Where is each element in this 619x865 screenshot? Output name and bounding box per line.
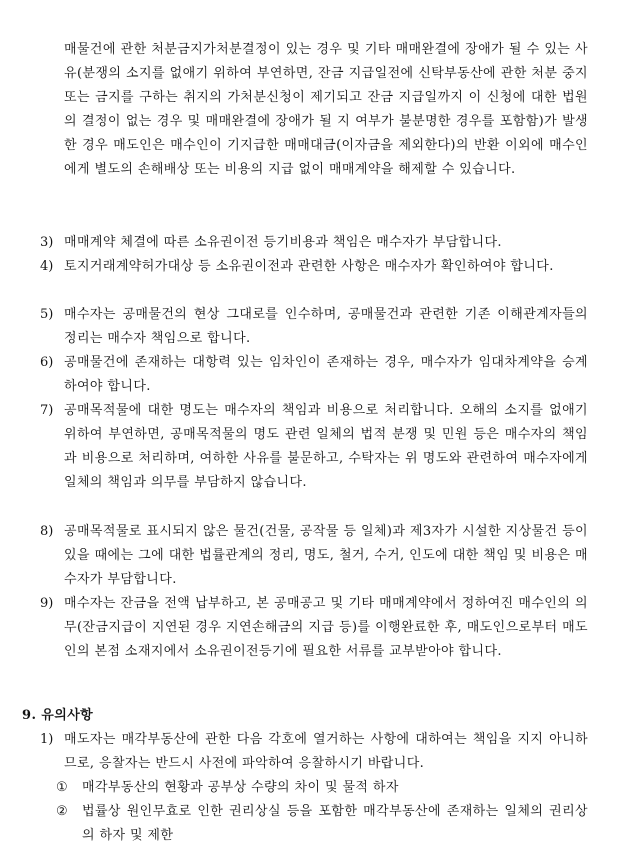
item-9-number: 9) bbox=[40, 596, 54, 611]
subitem-2-number: ② bbox=[56, 804, 68, 819]
item-8-text: 공매목적물로 표시되지 않은 물건(건물, 공작물 등 일체)과 제3자가 시설한 지상물건 등이 있을 때에는 그에 대한 법률관계의 정리, 명도, 철거, 수거, 인도에 대한 책임 및 비용은 매수자가 부담합니다. bbox=[64, 524, 588, 587]
subitem-1-text: 매각부동산의 현황과 공부상 수량의 차이 및 물적 하자 bbox=[82, 780, 399, 795]
subitem-2-text: 법률상 원인무효로 인한 권리상실 등을 포함한 매각부동산에 존재하는 일체의 권리상의 하자 및 제한 bbox=[82, 804, 588, 843]
item-6-text: 공매물건에 존재하는 대항력 있는 임차인이 존재하는 경우, 매수자가 임대차계약을 승계하여야 합니다. bbox=[64, 355, 588, 394]
item-5-text: 매수자는 공매물건의 현상 그대로를 인수하며, 공매물건과 관련한 기존 이해관계자들의 정리는 매수자 책임으로 합니다. bbox=[64, 307, 588, 346]
item-7-number: 7) bbox=[40, 403, 54, 418]
item-6-number: 6) bbox=[40, 355, 54, 370]
item-2-continued: 매물건에 관한 처분금지가처분결정이 있는 경우 및 기타 매매완결에 장애가 될 수 있는 사유(분쟁의 소지를 없애기 위하여 부연하면, 잔금 지급일전에 신탁부동산에 관한 처분 중지 또는 금지를 구하는 취지의 가처분신청이 제기되고 잔금 지급일까지 이 신청에 대한 법원의 결정이 없는 경우 및 매매완결에 장애가 될 지 여부가 불분명한 경우를 포함함)가 발생한 경우 매도인은 매수인이 기지급한 매매대금(이자금을 제외한다)의 반환 이외에 매수인에게 별도의 손해배상 또는 비용의 지급 없이 매매계약을 해제할 수 있습니다. bbox=[64, 42, 588, 177]
section-9-item-1-text: 매도자는 매각부동산에 관한 다음 각호에 열거하는 사항에 대하여는 책임을 지지 아니하므로, 응찰자는 반드시 사전에 파악하여 응찰하시기 바랍니다. bbox=[64, 732, 588, 771]
item-3-number: 3) bbox=[40, 235, 54, 250]
subitem-1-number: ① bbox=[56, 780, 68, 795]
item-5-number: 5) bbox=[40, 307, 54, 322]
item-8-number: 8) bbox=[40, 524, 54, 539]
item-4-text: 토지거래계약허가대상 등 소유권이전과 관련한 사항은 매수자가 확인하여야 합니다. bbox=[64, 259, 554, 274]
item-3-text: 매매계약 체결에 따른 소유권이전 등기비용과 책임은 매수자가 부담합니다. bbox=[64, 235, 502, 250]
item-7-text: 공매목적물에 대한 명도는 매수자의 책임과 비용으로 처리합니다. 오해의 소지를 없애기 위하여 부연하면, 공매목적물의 명도 관련 일체의 법적 분쟁 및 민원 등은 매수자의 책임과 비용으로 처리하며, 여하한 사유를 불문하고, 수탁자는 위 명도와 관련하여 매수자에게 일체의 책임과 의무를 부담하지 않습니다. bbox=[64, 403, 588, 490]
section-9-item-1-number: 1) bbox=[40, 732, 54, 747]
section-9-heading: 9. 유의사항 bbox=[22, 708, 94, 723]
item-4-number: 4) bbox=[40, 259, 54, 274]
item-9-text: 매수자는 잔금을 전액 납부하고, 본 공매공고 및 기타 매매계약에서 정하여진 매수인의 의무(잔금지급이 지연된 경우 지연손해금의 지급 등)를 이행완료한 후, 매도인으로부터 매도인의 본점 소재지에서 소유권이전등기에 필요한 서류를 교부받아야 합니다. bbox=[64, 596, 588, 659]
